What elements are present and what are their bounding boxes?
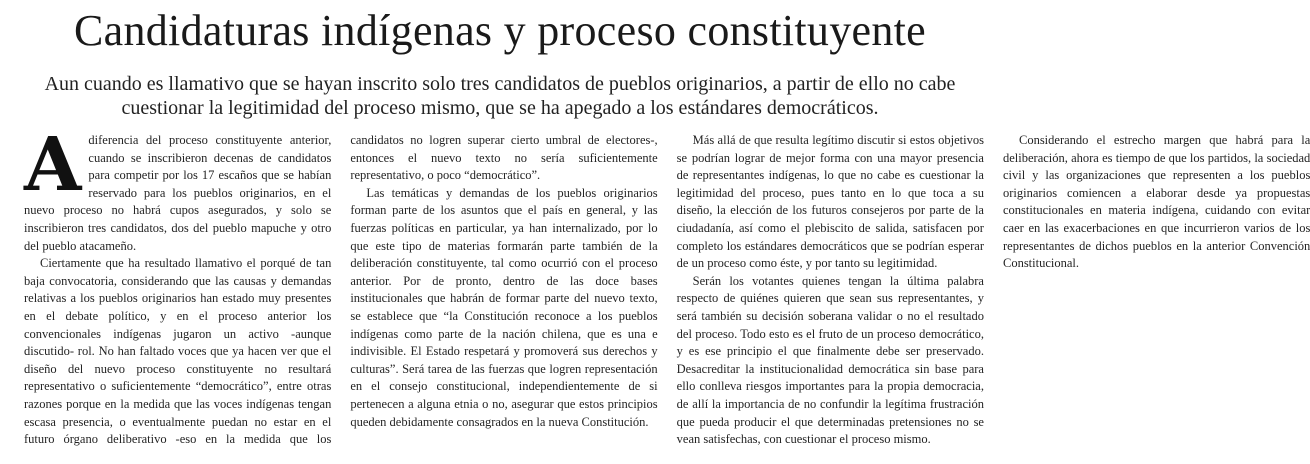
paragraph-6: Considerando el estrecho margen que habrá para la deliberación, ahora es tiempo de que los partidos, la sociedad civil y las organizaciones que representen a los pueblos originarios comiencen a elaborar desde ya propuestas constitucionales en materia indígena, cuidando con evitar caer en las exacerbaciones en que incurrieron varios de los representantes de dichos pueblos en la anterior Convención Constitucional. — [1002, 133, 1310, 271]
paragraph-5: Serán los votantes quienes tengan la última palabra respecto de quiénes quieren que sean sus representantes, y será también su decisión soberana validar o no el resultado del proceso. Todo esto es el fruto de un proceso democrático, y es ese principio el que finalmente debe ser preservado. Desacreditar la institucionalidad democrática sin base para ello conlleva riesgos importantes para la propia democracia, de allí la importancia de no confundir la legítima frustración que pueda producir el que determinadas pretensiones no se vean satisfechas, con cuestionar el proceso mismo. — [676, 273, 984, 447]
paragraph-1-text: diferencia del proceso constituyente anterior, cuando se inscribieron decenas de candidatos para competir por los 17 escaños que se habían reservado para los pueblos originarios, en el nuevo proceso no habrá cupos asegurados, y solo se inscribieron tres candidatos, dos del pueblo mapuche y otro del pueblo atacameño. — [24, 133, 332, 253]
article-body — [24, 122, 1310, 462]
drop-cap: A — [24, 122, 82, 208]
headline: Candidaturas indígenas y proceso constituyente — [73, 6, 927, 55]
paragraph-2: Ciertamente que ha resultado llamativo el porqué de tan baja convocatoria, considerando que las causas y demandas relativas a los pueblos originarios han estado muy presentes en el debate político, y en el proceso anterior los convencionales indígenas jugaron un activo -aunque discutido- rol. No han faltado voces que ya hacen ver que el diseño del nuevo proceso constituyente no resultará representativo o suficientemente “democrático”, entre otras razones porque en la medida que las voces indígenas tengan escasa presencia, o eventualmente puedan no estar en el futuro órgano deliberativo -eso en la medida que los candidatos no logren superar cierto umbral de electores-, entonces el nuevo texto no sería suficientemente representativo, o poco “democrático”. — [24, 133, 658, 447]
paragraph-3: Las temáticas y demandas de los pueblos originarios forman parte de los asuntos que el país en general, y las fuerzas políticas en particular, ya han internalizado, por lo que este tipo de materias formarán parte también de la deliberación constituyente, tal como ocurrió con el proceso anterior. Por de pronto, dentro de las doce bases institucionales que habrán de formar parte del nuevo texto, se establece que “la Constitución reconoce a los pueblos indígenas como parte de la nación chilena, que es una e indivisible. El Estado respetará y promoverá sus derechos y culturas”. Será tarea de las fuerzas que logren representación en el consejo constitucional, independientemente de si pertenecen a alguna etnia o no, asegurar que estos principios queden debidamente consagrados en la nueva Constitución. — [350, 185, 658, 429]
paragraph-1 — [24, 122, 332, 255]
paragraph-4: Más allá de que resulta legítimo discutir si estos objetivos se podrían lograr de mejor forma con una mayor presencia de representantes indígenas, lo que no cabe es cuestionar la legitimidad del proceso, pues tanto en lo que toca a su diseño, la elección de los futuros consejeros por parte de la ciudadanía, así como el plebiscito de salida, satisfacen por completo los estándares democráticos que se podrían esperar de un proceso como éste, y por tanto su legitimidad. — [676, 133, 984, 271]
deck-subtitle: Aun cuando es llamativo que se hayan inscrito solo tres candidatos de pueblos originarios, a partir de ello no cabe cuestionar la legitimidad del proceso mismo, que se ha apegado a los estándares democráticos. — [44, 73, 956, 119]
